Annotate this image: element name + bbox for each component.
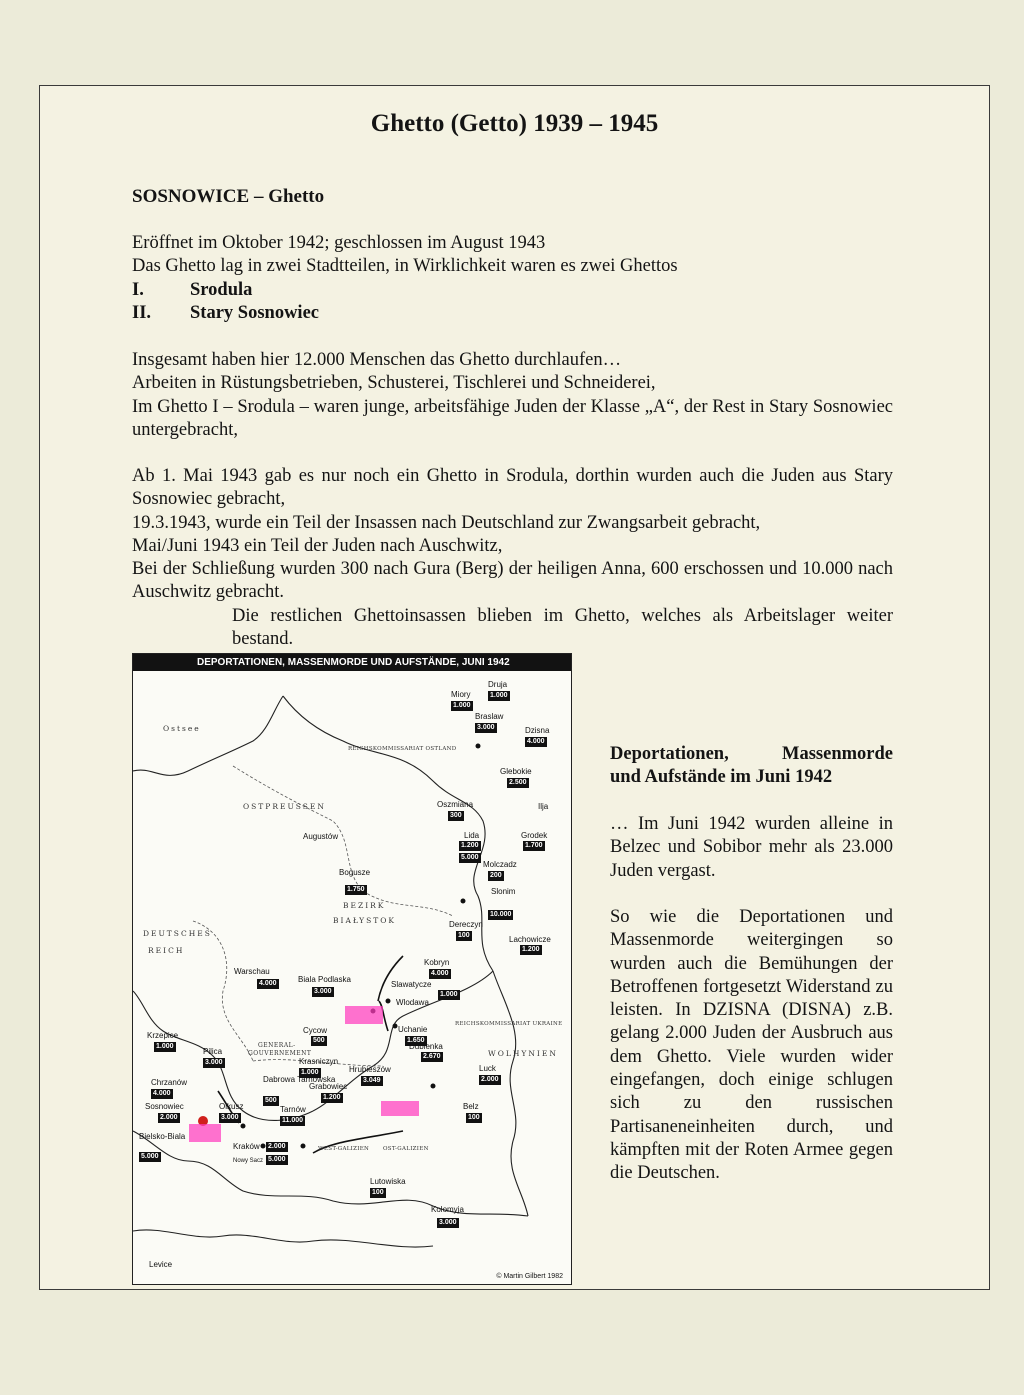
place-label: Slawatycze: [391, 980, 432, 989]
region-label: REICHSKOMMISSARIAT OSTLAND: [348, 746, 457, 752]
intro-block: [132, 232, 893, 325]
place-count: 3.049: [363, 1077, 381, 1084]
place-count: 1.000: [453, 702, 471, 709]
paragraph-3: [132, 465, 893, 651]
place-count: 1.200: [522, 946, 540, 953]
region-label: OST-GALIZIEN: [383, 1146, 429, 1152]
place-label: Dzisna: [525, 726, 550, 735]
side-paragraph: … Im Juni 1942 wurden alleine in Belzec und Sobibor mehr als 23.000 Juden vergast.: [610, 814, 893, 881]
place-label: Dabrowa Tarnowska: [263, 1075, 336, 1084]
ghetto-number: II.: [132, 302, 152, 323]
section-subtitle: SOSNOWICE – Ghetto: [132, 186, 325, 207]
place-count: 100: [372, 1189, 384, 1196]
place-label: Sosnowiec: [145, 1102, 184, 1111]
ghetto-list-item: [132, 302, 893, 325]
place-count: 100: [458, 932, 470, 939]
highlight-auschwitz: [189, 1124, 221, 1142]
place-count: 3.000: [477, 724, 495, 731]
place-count: 5.000: [461, 854, 479, 861]
highlight-sobibor: [345, 1006, 383, 1024]
place-label: Molczadz: [483, 860, 517, 869]
map-header: DEPORTATIONEN, MASSENMORDE UND AUFSTÄNDE, JUNI 1942: [133, 654, 571, 671]
place-count: 3.000: [439, 1219, 457, 1226]
place-label: Levice: [149, 1260, 173, 1269]
place-label: Olkusz: [219, 1102, 244, 1111]
paragraph-line: Mai/Juni 1943 ein Teil der Juden nach Auschwitz,: [132, 535, 503, 556]
place-count: 1.650: [407, 1037, 425, 1044]
side-paragraph: So wie die Deportationen und Massenmorde weitergingen so wurden auch die Bemühungen der Betroffenen fortgesetzt Widerstand zu leisten. In DZISNA (DISNA) z.B. gelang 2.000 Juden der Ausbruch aus dem Ghetto. Viele wurden wider eingefangen, doch einige schlugen sich zu den russischen Partisaneneinheiten durch, und kämpften mit der Roten Armee gegen die Deutschen.: [610, 907, 893, 1184]
place-count: 300: [450, 812, 462, 819]
place-label: Wlodawa: [396, 998, 429, 1007]
region-label: Ostsee: [163, 724, 201, 733]
paragraph-line: Insgesamt haben hier 12.000 Menschen das Ghetto durchlaufen…: [132, 350, 622, 370]
place-label: Oszmiana: [437, 800, 474, 809]
place-label: Kolomyja: [431, 1205, 464, 1214]
place-label: Warschau: [234, 967, 270, 976]
paragraph-line: Im Ghetto I – Srodula – waren junge, arbeitsfähige Juden der Klasse „A“, der Rest in Stary Sosnowiec untergebracht,: [132, 396, 893, 440]
region-label: OSTPREUSSEN: [243, 802, 326, 811]
place-label: Ilja: [538, 802, 549, 811]
paragraph-line: Ab 1. Mai 1943 gab es nur noch ein Ghetto in Srodula, dorthin wurden auch die Juden aus Stary Sosnowiec gebracht,: [132, 466, 893, 510]
paragraph-line: 19.3.1943, wurde ein Teil der Insassen nach Deutschland zur Zwangsarbeit gebracht,: [132, 512, 761, 533]
intro-line: Das Ghetto lag in zwei Stadtteilen, in Wirklichkeit waren es zwei Ghettos: [132, 256, 678, 277]
place-count: 1.000: [490, 692, 508, 699]
place-label: Augustów: [303, 832, 339, 841]
place-count: 1.200: [461, 842, 479, 849]
map-outline: [133, 671, 572, 1285]
ghetto-list-item: [132, 279, 893, 302]
place-count: 1.000: [301, 1069, 319, 1076]
place-count: 4.000: [431, 970, 449, 977]
place-count: 5.000: [268, 1156, 286, 1163]
place-count: 2.000: [160, 1114, 178, 1121]
place-count: 2.000: [268, 1143, 286, 1150]
place-count: 11.000: [282, 1117, 304, 1124]
region-label: GOUVERNEMENT: [248, 1050, 312, 1057]
ghetto-name: Srodula: [190, 279, 253, 300]
place-count: 3.000: [205, 1059, 223, 1066]
place-label: Miory: [451, 690, 471, 699]
place-count: 1.000: [156, 1043, 174, 1050]
place-label: Druja: [488, 680, 508, 689]
place-label: Lachowicze: [509, 935, 551, 944]
place-label: Grabowiec: [309, 1082, 348, 1091]
place-label: Grodek: [521, 831, 548, 840]
region-label: BIAŁYSTOK: [333, 916, 396, 925]
place-count: 1.200: [323, 1094, 341, 1101]
region-label: WEST-GALIZIEN: [318, 1146, 370, 1152]
place-label: Tarnów: [280, 1105, 306, 1114]
place-count: 2.500: [509, 779, 527, 786]
place-label: Glebokie: [500, 767, 532, 776]
place-label: Bielsko-Biala: [139, 1132, 186, 1141]
place-count: 100: [468, 1114, 480, 1121]
place-count: 500: [265, 1097, 277, 1104]
place-count: 4.000: [153, 1090, 171, 1097]
intro-line: Eröffnet im Oktober 1942; geschlossen im August 1943: [132, 233, 546, 253]
ghetto-number: I.: [132, 279, 144, 300]
place-label: Chrzanów: [151, 1078, 188, 1087]
region-label: BEZIRK: [343, 901, 386, 910]
place-count: 1.750: [347, 886, 365, 893]
region-label: REICH: [148, 946, 185, 955]
place-label: Lida: [464, 831, 480, 840]
place-label: Dereczyn: [449, 920, 483, 929]
place-count: 2.670: [423, 1053, 441, 1060]
place-label: Braslaw: [475, 712, 504, 721]
region-label: GENERAL-: [258, 1042, 296, 1049]
ghetto-name: Stary Sosnowiec: [190, 302, 319, 323]
paragraph-2: [132, 349, 893, 442]
place-label: Krzepice: [147, 1031, 179, 1040]
place-label: Nowy Sacz: [233, 1158, 264, 1164]
place-count: 500: [313, 1037, 325, 1044]
place-label: Uchanie: [398, 1025, 428, 1034]
document-page: [39, 85, 990, 1290]
place-count: 4.000: [527, 738, 545, 745]
page-title: Ghetto (Getto) 1939 – 1945: [370, 110, 659, 137]
place-count: 10.000: [490, 911, 512, 918]
side-heading: [610, 743, 893, 790]
paragraph-line: Bei der Schließung wurden 300 nach Gura (Berg) der heiligen Anna, 600 erschossen und 10.000 nach Auschwitz gebracht.: [132, 559, 893, 603]
highlight-belzec: [381, 1101, 419, 1116]
region-label: DEUTSCHES: [143, 929, 212, 938]
place-label: Hrubieszów: [349, 1065, 391, 1074]
place-label: Biala Podlaska: [298, 975, 351, 984]
place-label: Krasniczyn: [299, 1057, 339, 1066]
place-count: 3.000: [221, 1114, 239, 1121]
place-label: Luck: [479, 1064, 496, 1073]
place-label: Dubienka: [409, 1042, 443, 1051]
place-count: 5.000: [141, 1153, 159, 1160]
place-count: 4.000: [259, 980, 277, 987]
side-heading-line: und Aufstände im Juni 1942: [610, 767, 833, 788]
place-count: 2.000: [481, 1076, 499, 1083]
place-count: 1.000: [440, 991, 458, 998]
place-label: Pilica: [203, 1047, 223, 1056]
place-label: Cycow: [303, 1026, 328, 1035]
place-label: Bogusze: [339, 868, 371, 877]
place-count: 200: [490, 872, 502, 879]
place-label: Belz: [463, 1102, 479, 1111]
place-count: 1.700: [525, 842, 543, 849]
place-label: Kraków: [233, 1142, 260, 1151]
place-label: Kobryn: [424, 958, 450, 967]
place-label: Lutowiska: [370, 1177, 406, 1186]
place-label: Slonim: [491, 887, 516, 896]
region-label: REICHSKOMMISSARIAT UKRAINE: [455, 1021, 563, 1027]
paragraph-line: Die restlichen Ghettoinsassen blieben im Ghetto, welches als Arbeitslager weiter bestand.: [232, 605, 893, 650]
deportation-map: [132, 653, 572, 1285]
side-heading-line: Deportationen, Massenmorde: [610, 744, 893, 764]
place-count: 3.000: [314, 988, 332, 995]
region-label: WOLHYNIEN: [488, 1049, 558, 1058]
paragraph-line: Arbeiten in Rüstungsbetrieben, Schusterei, Tischlerei und Schneiderei,: [132, 373, 656, 394]
map-copyright: © Martin Gilbert 1982: [496, 1273, 563, 1280]
